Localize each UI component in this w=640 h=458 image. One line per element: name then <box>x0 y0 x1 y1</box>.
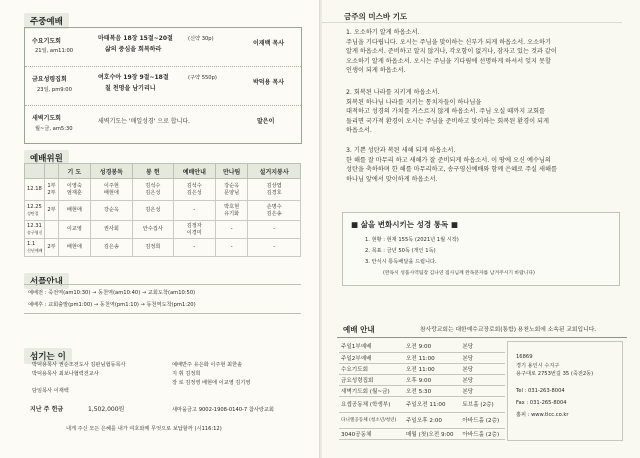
sched-time: 매월 (첫)오전 9:00 <box>404 428 460 439</box>
cell-name: 김은성 <box>186 189 202 196</box>
notice-desc: 참사랑교회는 대한예수교장로회(통합) 용천노회에 소속된 교회입니다. <box>420 327 597 333</box>
sched-place: 본당 <box>460 352 505 363</box>
cell <box>248 201 301 221</box>
prayer-item-2 <box>346 88 549 136</box>
cell-name: 이경미 <box>186 229 202 236</box>
prayer-line: 하나님 앞에서 맞이하게 하옵소서. <box>346 175 438 183</box>
cell-name: 김석수 <box>145 183 161 190</box>
wed-preacher: 이재백 목사 <box>253 40 285 47</box>
sched-place: 토브홀 (2층) <box>460 396 505 412</box>
sched-name: 수요기도회 <box>339 363 404 374</box>
sched-time: 오전 11:00 <box>404 363 460 374</box>
dawn-preacher: 말은이 <box>257 118 275 125</box>
table-row <box>339 412 505 428</box>
sched-time: 오전 11:00 <box>404 352 460 363</box>
cell <box>90 179 132 201</box>
sched-place: 아바드홀 (2층) <box>460 412 505 428</box>
prayer-line: 2. 회복된 나라를 지키게 하옵소서. <box>346 89 440 96</box>
shuttle-box <box>24 284 301 314</box>
prayer-line: 돌리면 국가적 환경이 오시는 주님을 준비하고 맞이하는 회복된 환경이 되게 <box>346 117 549 125</box>
table-row <box>339 341 505 352</box>
date-value: 12.31 <box>27 223 42 230</box>
prayer-line: 하옵소서. <box>346 127 372 135</box>
sched-name: 금요성령집회 <box>339 374 404 385</box>
committee-title: 예배위원 <box>24 150 69 166</box>
staff-title: 섬기는 이 <box>24 348 72 364</box>
cell: 이교영 <box>59 221 91 239</box>
date-value: 12.25 <box>27 204 42 211</box>
fax: Fax : 031-265-8004 <box>516 400 567 406</box>
table-row <box>339 352 505 363</box>
cell: - <box>216 239 248 257</box>
worship-title: 주중예배 <box>24 13 69 29</box>
address-line-2: 용구대로 2753번길 35 (죽전2동) <box>516 371 594 377</box>
table-row <box>339 396 505 412</box>
staff-right-3: 장 로 김정영 배현애 이교영 김기영 <box>172 380 251 386</box>
cell: - <box>173 201 215 221</box>
address-line-1: 경기 용인시 수지구 <box>516 363 560 369</box>
col-dishes: 설거지봉사 <box>248 164 301 179</box>
row-date <box>25 201 45 221</box>
prayer-line: 대적하고 성경의 가치를 거스르지 않게 하옵소서. 주님 오실 때까지 교회를 <box>346 108 545 116</box>
dawn-text: 새벽기도는 '매일성경' 으로 합니다. <box>98 118 191 125</box>
prayer-title: 금주의 미스바 기도 <box>344 12 408 21</box>
fri-preacher: 박덕용 목사 <box>253 79 285 86</box>
cell: 안수집사 <box>133 221 173 239</box>
cell-name: 김은성 <box>145 189 161 196</box>
sched-time: 주일오후 2:00 <box>404 412 460 428</box>
prayer-line: 한 해를 잘 마무리 하고 새해가 잘 준비되게 하옵소서. 이 땅에 오신 예수님의 <box>346 156 551 164</box>
bible-reading-title: ■ 삶을 변화시키는 성경 통독 ■ <box>351 220 458 229</box>
fri-name: 금요성령집회 <box>32 76 67 83</box>
cell: - <box>248 221 301 239</box>
table-row <box>339 363 505 374</box>
cell: 강순옥 <box>90 201 132 221</box>
staff-emeritus: 담임목사 이재백 <box>32 388 69 394</box>
prayer-line: 인생이 되게 하옵소서. <box>346 67 406 75</box>
sched-name: 요셉공동체 (학생부) <box>339 396 404 412</box>
cell: - <box>216 221 248 239</box>
shuttle-line-2: 예배후 : 교회출발(pm1:00) → 동천역(pm1:10) → 동천역도착(pm1:20) <box>28 302 196 308</box>
bible-reading-box <box>342 212 620 286</box>
notice-divider <box>337 337 627 338</box>
staff-line-1: 박덕용목사 권순조전도사 김판님협동목사 <box>32 362 126 368</box>
fri-passage: 여호수아 19장 9절~18절 <box>98 74 169 81</box>
cell <box>216 201 248 221</box>
closing-verse: 내게 주신 모든 은혜를 내가 여호와께 무엇으로 보답할까 (시116:12) <box>66 426 222 432</box>
table-row <box>25 221 301 239</box>
cell <box>173 221 215 239</box>
cell-name: 강순옥 <box>224 183 240 190</box>
row-date <box>25 221 45 239</box>
date-sub: 신년예배 <box>27 247 43 253</box>
prayer-line: 주님을 기다립니다. 오시는 주님을 맞이하는 신부가 되게 하옵소서. 오소하기 <box>346 38 551 46</box>
committee-header-row <box>25 164 301 179</box>
cell-name: 엄재훈 <box>66 189 82 196</box>
prayer-item-3 <box>346 146 557 184</box>
sched-place: 아바드홀 (2층) <box>460 428 505 439</box>
shuttle-line-1: 예배전 : 죽전역(am10:30) → 동천역(am10:40) → 교회도착(am10:50) <box>28 290 196 296</box>
bible-reading-note: (완독시 성품사역팀장 김나연 집사님께 완독문자를 남겨주시기 바랍니다) <box>383 271 535 276</box>
dawn-row <box>25 106 301 144</box>
row-date <box>25 239 45 257</box>
offering-amount: 1,502,000원 <box>88 406 125 413</box>
sched-time: 오후 9:00 <box>404 374 460 385</box>
staff-right-1: 예배반주 유은화 이주현 최한솔 <box>172 362 243 368</box>
cell-name: 이주현 <box>103 183 119 190</box>
cell: 김은송 <box>90 239 132 257</box>
committee-table <box>24 163 301 257</box>
staff-right-2: 지 휘 김정희 <box>172 371 201 377</box>
cell-name: 김경호 <box>266 189 282 196</box>
cell <box>59 179 91 201</box>
fri-time: 23일, pm9:00 <box>37 87 72 93</box>
cell-name: 손명수 <box>266 204 282 211</box>
cell: 권사회 <box>90 221 132 239</box>
col-usher: 예배안내 <box>173 164 215 179</box>
fri-sermon: 칠 천명을 남기리니 <box>105 85 156 92</box>
date-col-header <box>25 164 45 179</box>
cell <box>248 179 301 201</box>
table-row <box>25 179 301 201</box>
sched-time: 오전 5:30 <box>404 385 460 396</box>
prayer-line: 성탄을 축하하며 한 해를 마무리하고, 송구영신예배와 함께 은혜로 주실 새해를 <box>346 166 557 174</box>
sched-name: 주일2부예배 <box>339 352 404 363</box>
prayer-item-1 <box>346 28 557 76</box>
zip-code: 16869 <box>516 354 533 360</box>
fri-row <box>25 67 301 106</box>
col-prayer: 기 도 <box>59 164 91 179</box>
bible-reading-line-3: 3. 안식시 통독배달을 드립니다. <box>365 259 437 265</box>
cell-name: 박호현 <box>224 204 240 211</box>
cell: 김정희 <box>133 239 173 257</box>
cell <box>173 179 215 201</box>
service-2: 2부 <box>47 189 56 196</box>
wed-row <box>25 28 301 67</box>
sched-time: 오전 9:00 <box>404 341 460 352</box>
cell <box>216 179 248 201</box>
cell-name: 이영숙 <box>66 183 82 190</box>
row-service <box>45 179 59 201</box>
cell-name: 유기화 <box>224 210 240 217</box>
sched-name: 새벽기도회 (월~금) <box>339 385 404 396</box>
col-manna: 만나팀 <box>216 164 248 179</box>
wed-page: (신약 30p) <box>188 36 214 42</box>
table-row <box>339 385 505 396</box>
bible-reading-line-2: 2. 목표 : 금년 50독 (개인 1독) <box>365 248 436 254</box>
table-row <box>339 374 505 385</box>
notice-title: 예배 안내 <box>343 325 375 334</box>
cell-name: 김석수 <box>186 183 202 190</box>
worship-box <box>24 27 302 144</box>
row-service: 2부 <box>45 239 59 257</box>
sched-name: 주일1부예배 <box>339 341 404 352</box>
offering-label: 지난 주 헌금 <box>30 406 64 413</box>
sched-place: 본당 <box>460 385 505 396</box>
table-row <box>25 239 301 257</box>
service-1: 1부 <box>47 183 56 190</box>
fri-page: (구약 550p) <box>188 75 217 81</box>
schedule-table <box>339 341 505 440</box>
sched-name: 다니엘공동체 (청소년/청년) <box>339 412 404 428</box>
prayer-line: 오소하기 알게 하옵소서. 오시는 주님을 기다림에 선명하게 하셔서 잊지 못할 <box>346 57 551 65</box>
prayer-line: 알게 하옵소서. 준비하고 알지 않거나, 각오함이 없거나, 잠자고 있는 것과 같이 <box>346 48 557 56</box>
sched-name: 3040공동체 <box>339 428 404 439</box>
sched-time: 주일오전 11:00 <box>404 396 460 412</box>
wed-name: 수요기도회 <box>32 38 61 45</box>
staff-line-2: 박덕용목사 최보나협력전교사 <box>32 371 99 377</box>
date-value: 1.1 <box>27 241 36 248</box>
date-sub: 성탄절 <box>27 210 39 216</box>
prayer-line: 회복된 하나님 나라를 지키는 통치자들이 하나님을 <box>346 98 482 106</box>
prayer-divider <box>322 22 622 23</box>
cell: 김은성 <box>133 201 173 221</box>
row-date: 12.18 <box>25 179 45 201</box>
cell-name: 김정자 <box>186 223 202 230</box>
service-col-header <box>45 164 59 179</box>
table-row <box>25 201 301 221</box>
cell-name: 문양님 <box>224 189 240 196</box>
bank-account: 새마을금고 9002-1908-0140-7 참사랑교회 <box>172 407 274 413</box>
col-reading: 성경봉독 <box>90 164 132 179</box>
website[interactable]: 홈피 : www.tlcc.co.kr <box>516 412 569 418</box>
sched-place: 본당 <box>460 374 505 385</box>
sched-place: 본당 <box>460 363 505 374</box>
col-offering: 봉 헌 <box>133 164 173 179</box>
row-service: 2부 <box>45 201 59 221</box>
cell: - <box>248 239 301 257</box>
cell: - <box>173 239 215 257</box>
church-address-box <box>507 341 623 441</box>
date-sub: 송구영신 <box>27 229 43 235</box>
wed-time: 21일, am11:00 <box>35 48 74 54</box>
shuttle-title: 서플안내 <box>24 273 69 289</box>
bible-reading-line-1: 1. 현황 : 현재 155독 (2021년 1월 시작) <box>365 237 459 243</box>
cell: 배현애 <box>59 201 91 221</box>
prayer-line: 3. 기쁜 성탄과 복된 새해 되게 하옵소서. <box>346 147 456 154</box>
cell-name: 김상엽 <box>266 183 282 190</box>
cell <box>133 179 173 201</box>
sched-place: 본당 <box>460 341 505 352</box>
cell-name: 김은송 <box>266 210 282 217</box>
phone: Tel : 031-263-8004 <box>516 388 565 394</box>
dawn-time: 월~금, am5:30 <box>35 126 73 132</box>
wed-sermon: 삶의 중심을 회복하라 <box>105 46 162 53</box>
row-service <box>45 221 59 239</box>
cell-name: 배현애 <box>103 189 119 196</box>
wed-passage: 마태복음 18장 15절~20절 <box>98 35 173 42</box>
cell: 배현애 <box>59 239 91 257</box>
table-row <box>339 428 505 439</box>
prayer-line: 1. 오소하기 알게 하옵소서. <box>346 29 420 36</box>
dawn-name: 새벽기도회 <box>32 115 61 122</box>
